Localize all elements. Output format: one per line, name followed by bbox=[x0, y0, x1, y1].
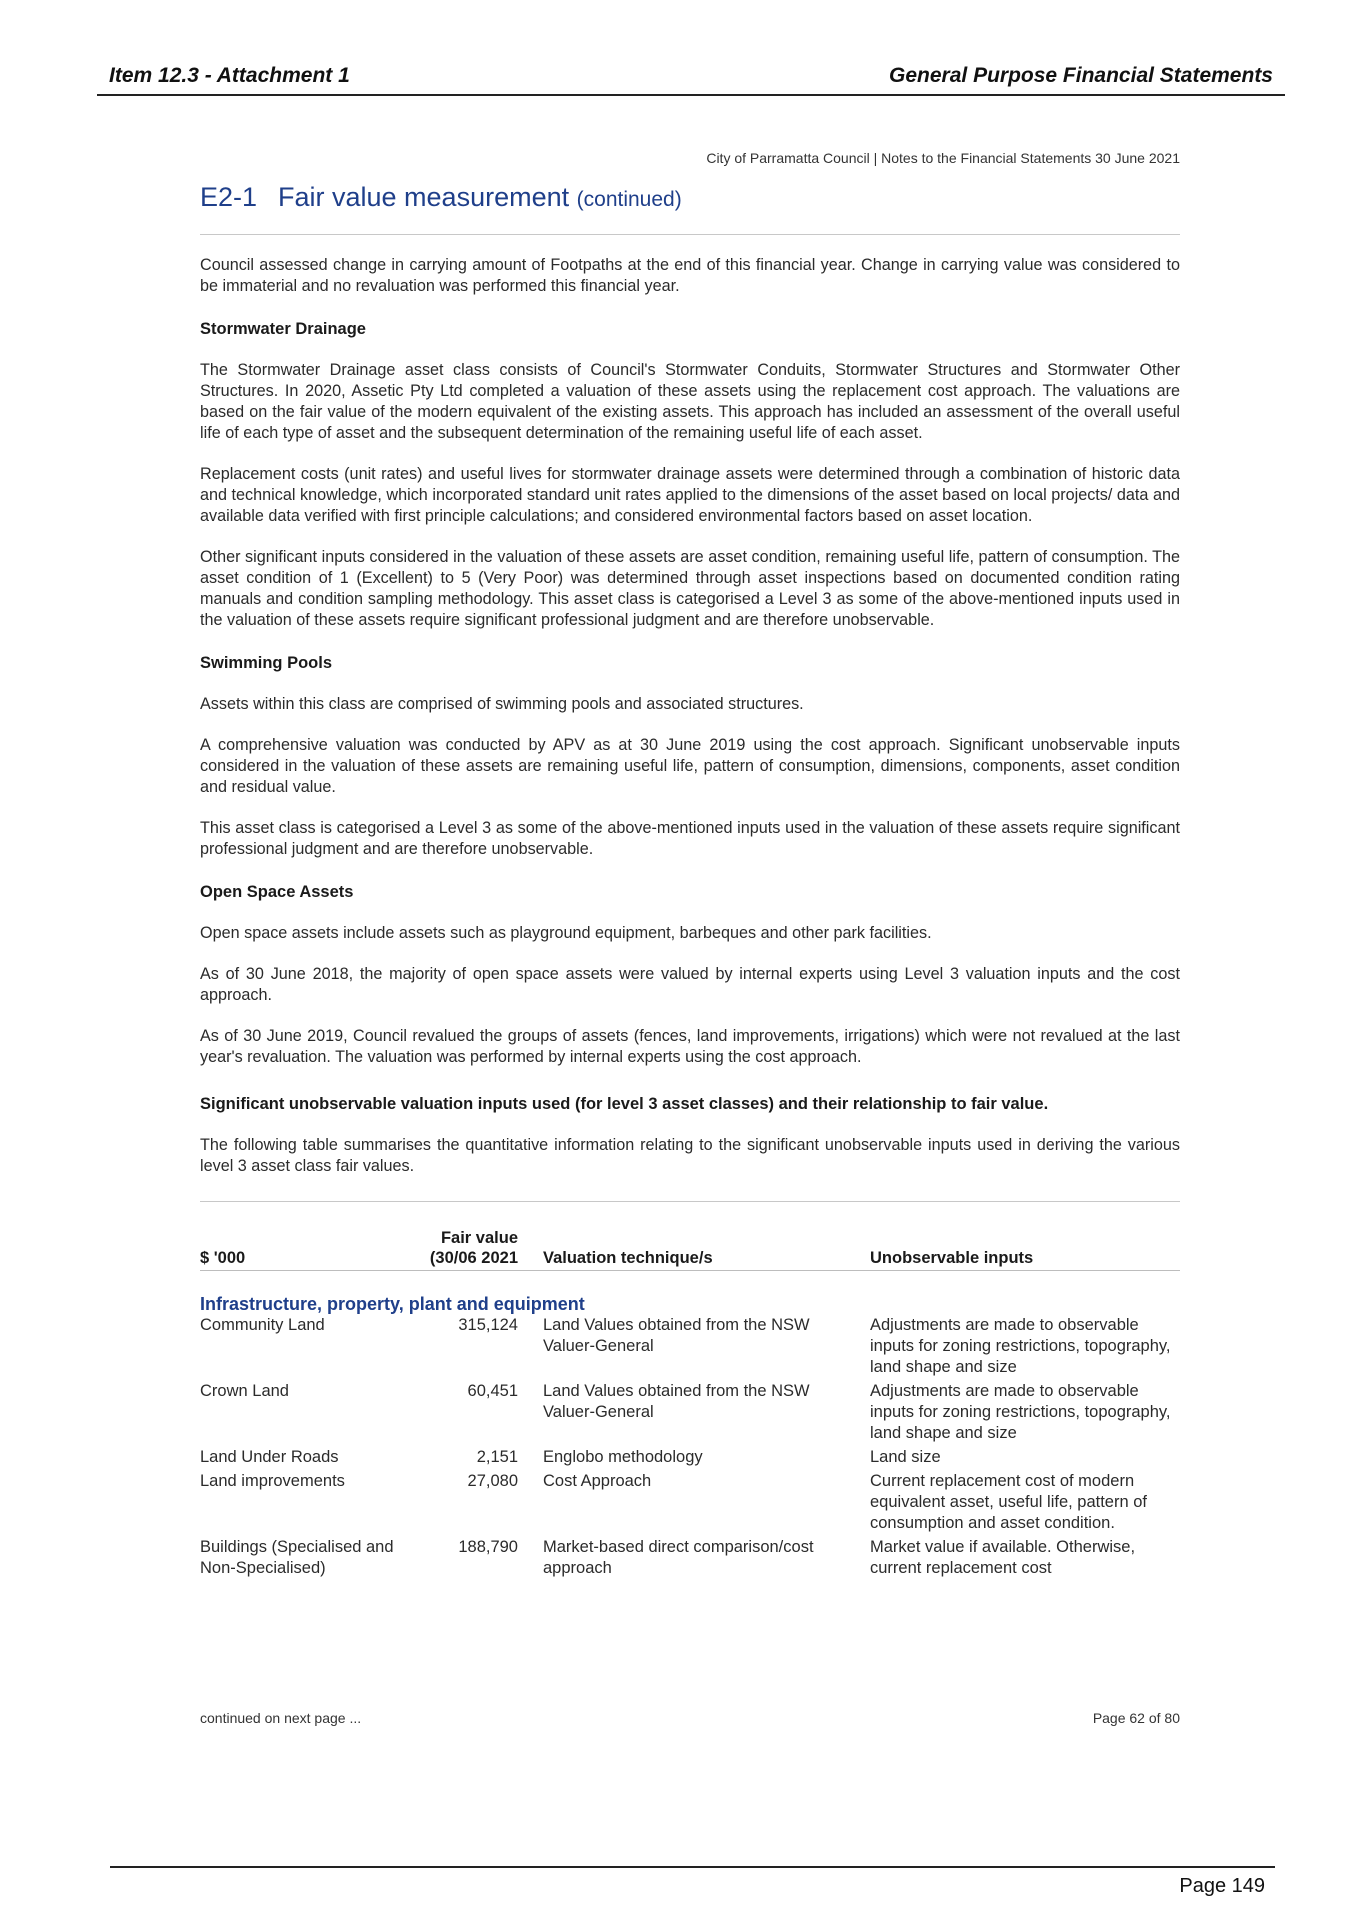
asset-name: Buildings (Specialised and Non-Specialised) bbox=[200, 1538, 394, 1577]
table-row bbox=[200, 1471, 1180, 1537]
pools-paragraph-1: Assets within this class are comprised of swimming pools and associated structures. bbox=[200, 695, 804, 713]
attachment-header bbox=[97, 64, 1285, 96]
table-row bbox=[200, 1537, 1180, 1581]
unobservable-inputs: Market value if available. Otherwise, current replacement cost bbox=[870, 1538, 1136, 1577]
unobservable-inputs: Adjustments are made to observable inputs for zoning restrictions, topography, land shape and size bbox=[870, 1316, 1171, 1376]
valuation-inputs-table bbox=[200, 1201, 1180, 1581]
header-unobservable-inputs: Unobservable inputs bbox=[870, 1249, 1034, 1267]
significant-inputs-heading: Significant unobservable valuation inputs used (for level 3 asset classes) and their relationship to fair value. bbox=[200, 1095, 1049, 1113]
footpaths-paragraph: Council assessed change in carrying amount of Footpaths at the end of this financial year. Change in carrying value was considered to be immaterial and no revaluation was performed this financial year. bbox=[200, 256, 1180, 295]
bottom-divider bbox=[110, 1866, 1275, 1868]
fair-value: 2,151 bbox=[476, 1448, 518, 1466]
statement-type-label: General Purpose Financial Statements bbox=[889, 64, 1273, 87]
unobservable-inputs: Adjustments are made to observable inputs for zoning restrictions, topography, land shape and size bbox=[870, 1382, 1171, 1442]
unobservable-inputs: Current replacement cost of modern equivalent asset, useful life, pattern of consumption and asset condition. bbox=[870, 1472, 1148, 1532]
fair-value: 27,080 bbox=[467, 1472, 518, 1490]
stormwater-paragraph-3: Other significant inputs considered in the valuation of these assets are asset condition, remaining useful life, pattern of consumption. The asset condition of 1 (Excellent) to 5 (Very Poor) was determined through asset inspections based on documented condition rating manuals and condition sampling methodology. This asset class is categorised a Level 3 as some of the above-mentioned inputs used in the valuation of these assets require significant professional judgment and are therefore unobservable. bbox=[200, 548, 1180, 629]
valuation-technique: Market-based direct comparison/cost approach bbox=[543, 1538, 814, 1577]
header-fair-value: Fair value (30/06 2021 bbox=[429, 1229, 518, 1267]
asset-name: Community Land bbox=[200, 1316, 325, 1334]
openspace-paragraph-2: As of 30 June 2018, the majority of open space assets were valued by internal experts using Level 3 valuation inputs and the cost approach. bbox=[200, 965, 1180, 1004]
table-row bbox=[200, 1447, 1180, 1471]
attachment-label: Item 12.3 - Attachment 1 bbox=[109, 64, 350, 87]
continued-note: continued on next page ... bbox=[200, 1710, 362, 1726]
header-valuation-technique: Valuation technique/s bbox=[543, 1249, 713, 1267]
asset-name: Land improvements bbox=[200, 1472, 345, 1490]
page-content bbox=[200, 150, 1180, 1581]
table-intro-paragraph: The following table summarises the quantitative information relating to the significant unobservable inputs used in deriving the various level 3 asset class fair values. bbox=[200, 1136, 1180, 1175]
pools-paragraph-3: This asset class is categorised a Level 3 as some of the above-mentioned inputs used in the valuation of these assets require significant professional judgment and are therefore unobservable. bbox=[200, 819, 1180, 858]
valuation-technique: Englobo methodology bbox=[543, 1448, 703, 1466]
page-number: Page 149 bbox=[1179, 1875, 1265, 1897]
table-group-title: Infrastructure, property, plant and equipment bbox=[200, 1294, 585, 1314]
fair-value: 315,124 bbox=[458, 1316, 518, 1334]
table-row bbox=[200, 1315, 1180, 1381]
valuation-technique: Land Values obtained from the NSW Valuer-General bbox=[543, 1382, 810, 1421]
title-divider bbox=[200, 234, 1180, 235]
asset-name: Land Under Roads bbox=[200, 1448, 339, 1466]
section-name: Fair value measurement bbox=[278, 182, 570, 212]
table-header-row bbox=[200, 1202, 1180, 1271]
section-number: E2-1 bbox=[200, 182, 258, 212]
unobservable-inputs: Land size bbox=[870, 1448, 941, 1466]
valuation-technique: Land Values obtained from the NSW Valuer-General bbox=[543, 1316, 810, 1355]
openspace-paragraph-3: As of 30 June 2019, Council revalued the groups of assets (fences, land improvements, irrigations) which were not revalued at the last year's revaluation. The valuation was performed by internal experts using the cost approach. bbox=[200, 1027, 1180, 1066]
pools-heading: Swimming Pools bbox=[200, 654, 333, 672]
section-continued: (continued) bbox=[576, 188, 682, 211]
section-title bbox=[200, 182, 1180, 218]
asset-name: Crown Land bbox=[200, 1382, 289, 1400]
stormwater-paragraph-1: The Stormwater Drainage asset class consists of Council's Stormwater Conduits, Stormwater Structures and Stormwater Other Structures. In 2020, Assetic Pty Ltd completed a valuation of these assets using the replacement cost approach. The valuations are based on the fair value of the modern equivalent of the existing assets. This approach has included an assessment of the overall useful life of each type of asset and the subsequent determination of the remaining useful life of each asset. bbox=[200, 361, 1180, 442]
header-unit: $ '000 bbox=[200, 1249, 246, 1267]
stormwater-heading: Stormwater Drainage bbox=[200, 320, 366, 338]
pools-paragraph-2: A comprehensive valuation was conducted by APV as at 30 June 2019 using the cost approach. Significant unobservable inputs considered in the valuation of these assets are remaining useful life, pattern of consumption, dimensions, components, asset condition and residual value. bbox=[200, 736, 1180, 796]
table-row bbox=[200, 1381, 1180, 1447]
document-page-count: Page 62 of 80 bbox=[1092, 1710, 1180, 1726]
running-header: City of Parramatta Council | Notes to the Financial Statements 30 June 2021 bbox=[706, 150, 1180, 166]
fair-value: 188,790 bbox=[458, 1538, 518, 1556]
openspace-paragraph-1: Open space assets include assets such as playground equipment, barbeques and other park facilities. bbox=[200, 924, 932, 942]
openspace-heading: Open Space Assets bbox=[200, 883, 354, 901]
stormwater-paragraph-2: Replacement costs (unit rates) and useful lives for stormwater drainage assets were determined through a combination of historic data and technical knowledge, which incorporated standard unit rates applied to the dimensions of the asset based on local projects/ data and available data verified with first principle calculations; and considered environmental factors based on asset location. bbox=[200, 465, 1180, 525]
fair-value: 60,451 bbox=[467, 1382, 518, 1400]
valuation-technique: Cost Approach bbox=[543, 1472, 652, 1490]
